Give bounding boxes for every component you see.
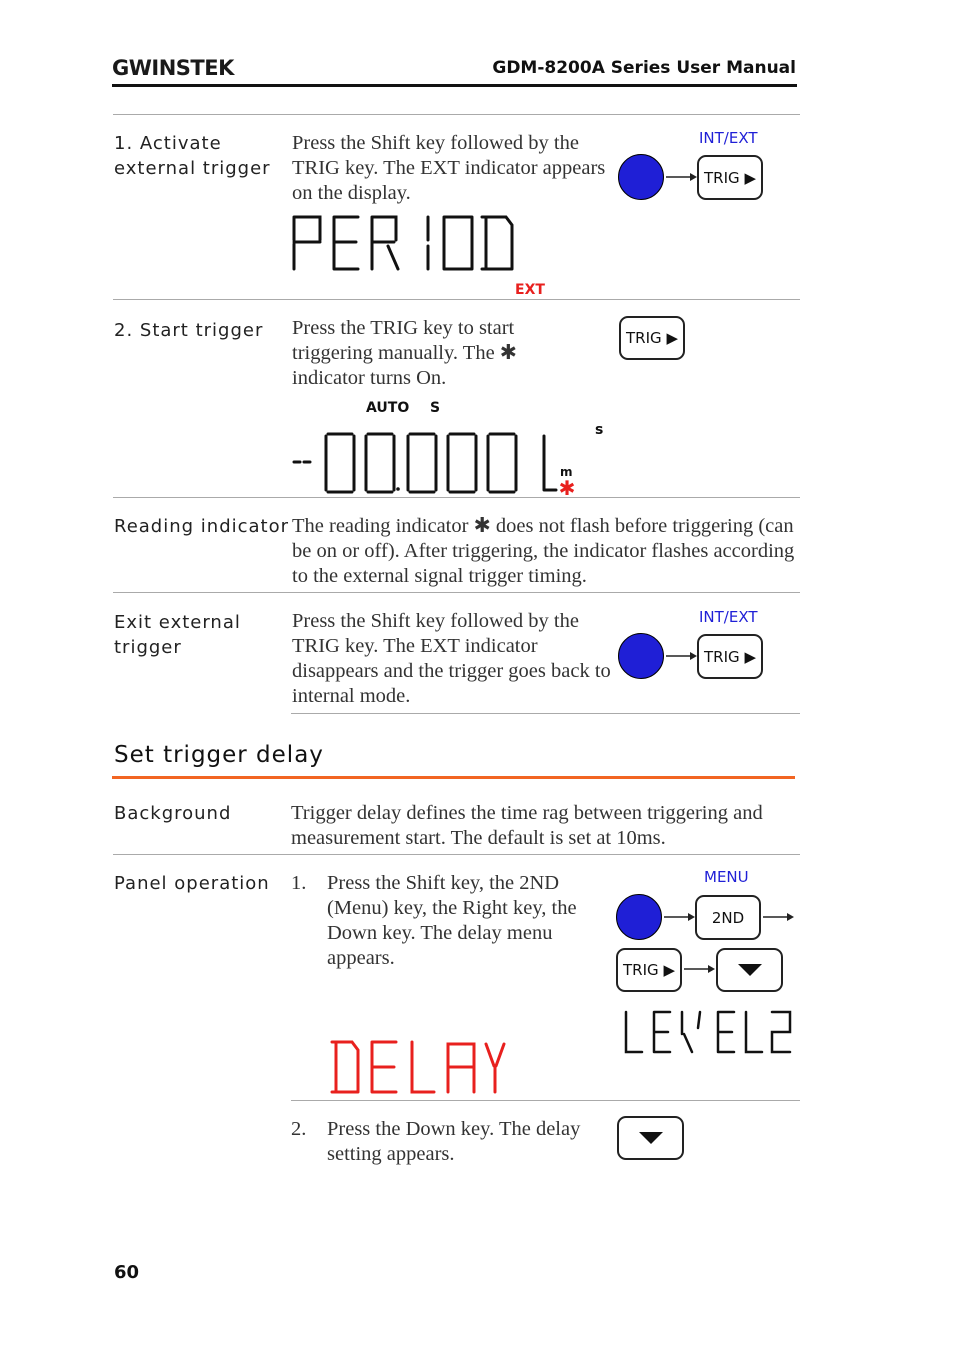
- down-key[interactable]: [716, 948, 783, 992]
- svg-text:✱: ✱: [558, 478, 576, 496]
- ext-indicator: EXT: [515, 282, 545, 298]
- down-triangle-icon: [736, 962, 764, 978]
- divider: [291, 1100, 800, 1101]
- unit-s-indicator: s: [595, 422, 604, 438]
- trig-key[interactable]: [697, 155, 763, 200]
- play-icon: ▶: [744, 168, 756, 187]
- header-rule: [112, 84, 797, 87]
- arrow-right-icon: [666, 170, 698, 184]
- manual-title: GDM-8200A Series User Manual: [492, 58, 796, 78]
- brand-logo: GWINSTEK: [112, 56, 234, 80]
- 2nd-key-label: 2ND: [711, 908, 745, 927]
- arrow-right-icon: [763, 910, 795, 924]
- arrow-right-icon: [664, 910, 696, 924]
- play-icon: ▶: [666, 329, 678, 347]
- display-reading: [290, 430, 590, 496]
- divider: [113, 497, 800, 498]
- row-text-start: Press the TRIG key to start triggering manually. The ✱ indicator turns On.: [292, 317, 517, 389]
- row-label-exit: Exit external trigger: [114, 612, 241, 658]
- arrow-right-icon: [666, 649, 698, 663]
- trig-key-label: TRIG: [623, 961, 659, 979]
- auto-indicator: AUTO: [366, 400, 410, 416]
- display-level2: [620, 1008, 796, 1056]
- int-ext-label: INT/EXT: [699, 129, 758, 147]
- divider: [113, 114, 800, 115]
- row-label-start: 2. Start trigger: [114, 320, 264, 341]
- page-number: 60: [114, 1262, 140, 1283]
- step-number: 1.: [291, 872, 307, 894]
- int-ext-label: INT/EXT: [699, 608, 758, 626]
- step-text: Press the Down key. The delay setting appears.: [327, 1118, 581, 1165]
- arrow-right-icon: [684, 962, 716, 976]
- shift-key[interactable]: [618, 154, 664, 200]
- shift-key[interactable]: [616, 894, 662, 940]
- divider: [113, 299, 800, 300]
- trig-key-label: TRIG: [626, 329, 662, 347]
- row-text-reading: The reading indicator ✱ does not flash before triggering (can be on or off). After triggering, the indicator flashes according to the external signal trigger timing.: [292, 515, 795, 587]
- menu-label: MENU: [704, 868, 749, 886]
- divider: [113, 854, 800, 855]
- row-label-background: Background: [114, 803, 232, 824]
- asterisk-indicator-icon: [556, 478, 578, 496]
- step-number: 2.: [291, 1118, 307, 1140]
- trig-key-label: TRIG: [704, 168, 740, 187]
- row-label-panel: Panel operation: [114, 873, 270, 894]
- row-text-background: Trigger delay defines the time rag between triggering and measurement start. The default is set at 10ms.: [291, 802, 763, 849]
- row-label-reading: Reading indicator: [114, 516, 290, 537]
- display-delay: [328, 1038, 508, 1098]
- 2nd-key[interactable]: [695, 895, 761, 940]
- s-indicator: S: [430, 400, 441, 416]
- unit-m-indicator: m: [560, 465, 573, 479]
- row-text-activate: Press the Shift key followed by the TRIG key. The EXT indicator appears on the display.: [292, 132, 606, 204]
- trig-key[interactable]: [619, 316, 685, 360]
- display-period: [290, 213, 520, 275]
- section-title: Set trigger delay: [114, 742, 324, 768]
- divider: [113, 592, 800, 593]
- divider: [291, 713, 800, 714]
- play-icon: ▶: [663, 961, 675, 979]
- section-rule: [112, 776, 795, 779]
- row-text-exit: Press the Shift key followed by the TRIG key. The EXT indicator disappears and the trigger goes back to internal mode.: [292, 610, 611, 707]
- trig-key[interactable]: [697, 634, 763, 679]
- down-triangle-icon: [637, 1130, 665, 1146]
- trig-key-label: TRIG: [704, 647, 740, 666]
- down-key[interactable]: [617, 1116, 684, 1160]
- trig-key[interactable]: [616, 948, 682, 992]
- row-label-activate: 1. Activate external trigger: [114, 133, 271, 179]
- step-text: Press the Shift key, the 2ND (Menu) key, the Right key, the Down key. The delay menu appears.: [327, 872, 577, 969]
- play-icon: ▶: [744, 647, 756, 666]
- shift-key[interactable]: [618, 633, 664, 679]
